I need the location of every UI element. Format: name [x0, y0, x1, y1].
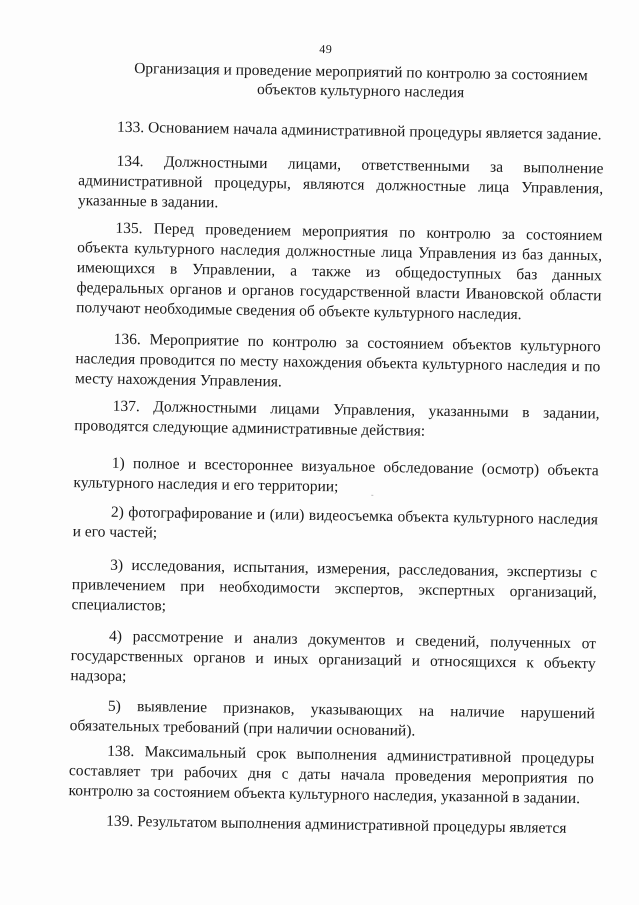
paragraph-139: 139. Результатом выполнения административной процедуры является — [106, 812, 567, 837]
paragraph-133: 133. Основанием начала административной процедуры является задание. — [116, 118, 602, 144]
list-item-137-5: 5) выявление признаков, указывающих на наличие нарушений обязательных требований (при наличии оснований). — [69, 697, 596, 740]
paragraph-134: 134. Должностными лицами, ответственными за выполнение административной процедуры, являются должностные лица Управления, указанные в задании. — [77, 152, 604, 212]
paragraph-135: 135. Перед проведением мероприятия по контролю за состоянием объекта культурного наследия должностные лица Управления из баз данных, имеющихся в Управлении, а также из общедоступных баз данных федеральных органов и органов государственной власти Ивановской области получают необходимые сведения об объекте культурного наследия. — [76, 219, 603, 324]
paragraph-138: 138. Максимальный срок выполнения административной процедуры составляет три рабочих дня с даты начала проведения мероприятия по контролю за состоянием объекта культурного наследия, указанной в задании. — [68, 742, 595, 808]
scan-speck — [371, 495, 373, 496]
list-item-137-1: 1) полное и всестороннее визуальное обследование (осмотр) объекта культурного наследия и его территории; — [73, 454, 599, 496]
list-item-137-2: 2) фотографирование и (или) видеосъемка объекта культурного наследия и его частей; — [72, 503, 599, 542]
page-number: 49 — [319, 41, 333, 57]
section-title: Организация и проведение мероприятий по контролю за состоянием объектов культурного наследия — [134, 60, 588, 102]
list-item-137-4: 4) рассмотрение и анализ документов и сведений, полученных от государственных органов и иных организаций и относящихся к объекту надзора; — [70, 627, 597, 685]
paragraph-137: 137. Должностными лицами Управления, указанными в задании, проводятся следующие административные действия: — [74, 397, 600, 440]
list-item-137-3: 3) исследования, испытания, измерения, расследования, экспертизы с привлечением при необходимости экспертов, экспертных организаций, специалистов; — [71, 556, 598, 615]
paragraph-136: 136. Мероприятие по контролю за состоянием объектов культурного наследия проводится по месту нахождения объекта культурного наследия и по месту нахождения Управления. — [74, 330, 601, 391]
